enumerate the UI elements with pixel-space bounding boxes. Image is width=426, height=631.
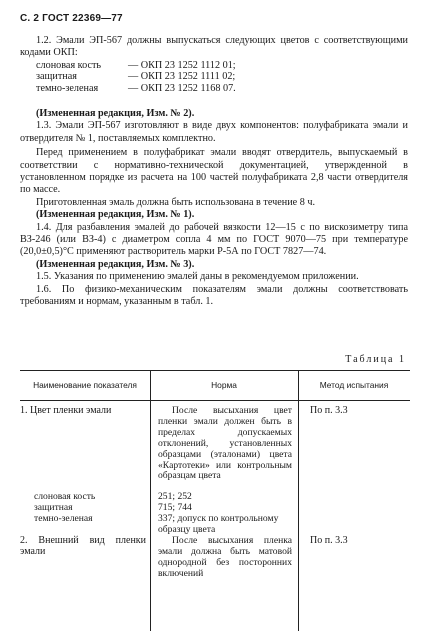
okp-code: — ОКП 23 1252 1111 02;: [128, 71, 236, 83]
row-2-norm: После высыхания пленка эмали должна быть матовой однородной без посторонних включений: [158, 535, 292, 579]
paragraph-1-4: 1.4. Для разбавления эмалей до рабочей вязкости 12—15 с по вискозиметру типа ВЗ-246 (или ВЗ-4) с диаметром сопла 4 мм по ГОСТ 9070—75 при температуре (20,0±0,5)°С применяют растворитель марки Р-5А по ГОСТ 7827—74.: [20, 221, 408, 258]
paragraph-1-5: 1.5. Указания по применению эмалей даны в рекомендуемом приложении.: [36, 271, 359, 283]
color-codes-list: [36, 60, 236, 94]
code-row: [36, 83, 236, 94]
table-column-divider: [298, 370, 299, 631]
row-1-name: 1. Цвет пленки эмали: [20, 405, 112, 416]
code-row: [36, 60, 236, 71]
revision-note-1: (Измененная редакция, Изм. № 1).: [36, 209, 195, 221]
subrow-name: защитная: [34, 502, 73, 513]
code-row: [36, 71, 236, 82]
paragraph-usage-time: Приготовленная эмаль должна быть использована в течение 8 ч.: [36, 196, 316, 208]
row-1-norm: После высыхания цвет пленки эмали должен быть в пределах допускаемых отклонений, установленных образцами (эталонами) цвета «Картотеки» или контрольным образцам цвета: [158, 405, 292, 482]
table-1: [20, 370, 410, 631]
color-name: слоновая кость: [36, 60, 102, 71]
subrow-name: слоновая кость: [34, 491, 96, 502]
table-header-border: [20, 400, 410, 401]
okp-code: — ОКП 23 1252 1112 01;: [128, 60, 236, 71]
subrow-norm: 337; допуск по контрольному образцу цвета: [158, 513, 279, 535]
page-header: С. 2 ГОСТ 22369—77: [20, 13, 123, 24]
paragraph-1-2: 1.2. Эмали ЭП-567 должны выпускаться следующих цветов с соответствующими кодами ОКП:: [20, 35, 408, 59]
revision-note-3: (Измененная редакция, Изм. № 3).: [36, 258, 195, 270]
paragraph-hardener: Перед применением в полуфабрикат эмали вводят отвердитель, выпускаемый в соответствии с нормативно-технической документацией, утвержденной в установленном порядке из расчета на 100 частей полуфабриката 2,8 части отвердителя по массе.: [20, 147, 408, 196]
row-2-method: По п. 3.3: [310, 535, 348, 546]
okp-code: — ОКП 23 1252 1168 07.: [128, 82, 236, 94]
table-header-method: Метод испытания: [319, 380, 389, 390]
subrow-norm: 715; 744: [158, 502, 192, 513]
subrow-name: темно-зеленая: [34, 513, 93, 524]
table-header-name: Наименование показателя: [33, 380, 137, 390]
section-1-2: [20, 35, 408, 60]
table-caption: Таблица 1: [345, 354, 406, 365]
table-header-norm: Норма: [211, 380, 237, 390]
color-name: темно-зеленая: [36, 82, 99, 94]
body-text: [20, 108, 408, 309]
table-column-divider: [150, 370, 151, 631]
subrow-norm: 251; 252: [158, 491, 192, 502]
table-top-border: [20, 370, 410, 371]
paragraph-1-3: 1.3. Эмали ЭП-567 изготовляют в виде двух компонентов: полуфабриката эмали и отвердителя № 1, поставляемых комплектно.: [20, 120, 408, 144]
row-2-name: 2. Внешний вид пленки эмали: [20, 535, 146, 557]
paragraph-1-6: 1.6. По физико-механическим показателям эмали должны соответствовать требованиям и нормам, указанным в табл. 1.: [20, 283, 408, 308]
revision-note-2: (Измененная редакция, Изм. № 2).: [36, 108, 195, 119]
color-name: защитная: [36, 71, 77, 83]
row-1-method: По п. 3.3: [310, 405, 348, 416]
